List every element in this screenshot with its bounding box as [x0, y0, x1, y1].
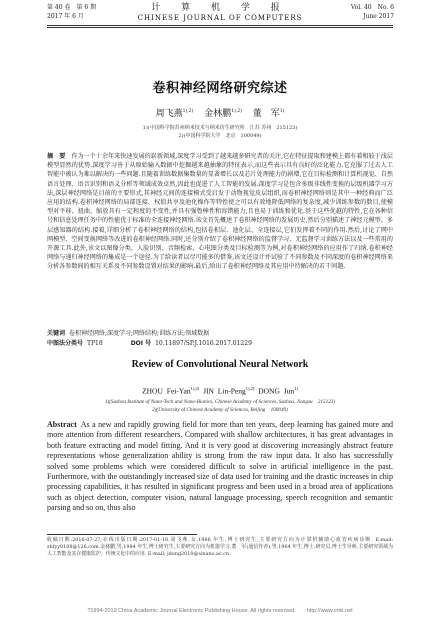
abstract-cn-text: 作为一个十余年来快速发展的崭新领域,深度学习受到了越来越多研究者的关注,它在特征提取和建模上都有着相较于浅层模型显然的优势.深度学习善于从原始输入数据中挖掘越来越抽象的特征表示,而这些表示具有良好的泛化能力.它克服了过去人工智能中被认为难以解决的一些问题.且随着训练数据集数量的显著增长以及芯片处理能力的剧增,它在目标检测和计算机视觉、自然语言处理、语音识别和语义分析等领域成效卓然,因此也促进了人工智能的发展.深度学习是包含多级非线性变换的层级机器学习方法,深层神经网络是目前的主要形式,其神经元间的连接模式受启发于动物视觉皮层组织,而卷积神经网络则是其中一种经典而广泛应用的结构.卷积神经网络的局部连接、权值共享及池化操作等特性使之可以有效地降低网络的复杂度,减少训练参数的数目,使模型对平移、扭曲、缩放具有一定程度的不变性,并具有强鲁棒性和容错能力,且也易于训练和优化.基于这些优越的特性,它在各种信号和信息处理任务中的性能优于标准的全连接神经网络.该文首先概述了卷积神经网络的发展历史,然后分别描述了神经元模型、多层感知器的结构.接着,详细分析了卷积神经网络的结构,包括卷积层、池化层、全连接层,它们发挥着不同的作用.然后,讨论了网中网模型、空间变换网络等改进的卷积神经网络.同时,还分别介绍了卷积神经网络的监督学习、无监督学习训练方法以及一些常用的开源工具.此外,该文以图像分类、人脸识别、音频检索、心电图分类及目标检测等为例,对卷积神经网络的应用作了归纳.卷积神经网络与递归神经网络的集成是一个途径.为了给读者以尽可能多的借鉴,该文还设计并试验了不同参数及不同深度的卷积神经网络来分析各参数间的相互关系及不同参数设置对结果的影响.最后,给出了卷积神经网络及其应用中待解决的若干问题. [47, 153, 394, 271]
paper-title-cn: 卷积神经网络研究综述 [152, 81, 288, 96]
volume-issue-en: Vol. 40 No. 6 [350, 4, 394, 11]
authors-en [0, 386, 440, 396]
author-3-cn: 董 军 [252, 109, 280, 119]
keywords-cn-text: 卷积神经网络;深度学习;网络结构;训练方法;领域数据 [69, 330, 210, 337]
author-3-en-sup: 1) [294, 386, 298, 391]
author-3-cn-sup: 1) [279, 109, 285, 114]
header-right [351, 3, 394, 21]
date-en: June 2017 [363, 13, 394, 20]
abstract-en [47, 420, 393, 514]
header-rule-bottom [47, 27, 393, 28]
header-rule-top [47, 25, 393, 26]
author-1-cn-sup: 1),2) [182, 109, 194, 114]
doi-label: DOI 号 [130, 340, 152, 347]
affiliation-cn-2: 2)(中国科学院大学 北京 100049) [178, 133, 262, 139]
clc-value: TP18 [87, 340, 103, 347]
classification-line [47, 338, 393, 347]
paper-title-en: Review of Convolutional Neural Network [131, 359, 309, 370]
journal-name-cn: 计 算 机 学 报 [151, 3, 289, 13]
author-1-cn: 周飞燕 [155, 109, 183, 119]
affiliation-en-2: 2)(University of Chinese Academy of Sciences, Beijing 100049) [152, 407, 288, 413]
abstract-cn-label: 摘 要 [47, 153, 66, 160]
clc-label: 中图法分类号 [47, 340, 84, 347]
author-3-en: DONG Jun [258, 386, 295, 396]
author-2-en: JIN Lin-Peng [203, 386, 246, 396]
author-1-en-sup: 1),2) [190, 386, 200, 391]
running-header [0, 0, 440, 48]
footnote: 收稿日期:2016-07-27;在线出版日期:2017-01-18.周飞燕,女,1986 年生,博士研究生,主要研究方向为计算机辅助心血管疾病诊断. E-mail: zhfyy0108@126.com.金林鹏,男,1984 年生,博士研究生,主要研究方向为机器学习.董 军(通信作者),男,1964 年生,博士,研究员,博士生导师,主要研究领域为人工智能及其在健康监护、传统文化中的应用. E-mail: jdong2010@sinano.ac.cn. [47, 537, 393, 558]
doi-value: 10.11897/SP.J.1016.2017.01229 [155, 340, 252, 347]
author-2-cn-sup: 1),2) [231, 109, 242, 114]
keywords-cn-label: 关键词 [47, 330, 66, 337]
abstract-en-label: Abstract [47, 420, 77, 429]
authors-cn [0, 106, 440, 119]
abstract-en-text: As a new and rapidly growing field for more than ten years, deep learning has gained more and more attention from different researchers. Compared with shallow architectures, it has great advantages in both feature extracting and model fitting. And it is very good at discovering increasingly abstract feature representations whose generalization ability is strong from the raw input data. It also has successfully solved some problems which were considered difficult to solve in artificial intelligence in the past. Furthermore, with the outstandingly increased size of data used for training and the drastic increases in chip processing capabilities, it has resulted in significant progress and been used in a broad area of applications such as object detection, computer vision, natural language processing, speech recognition and semantic parsing and so on, thus also [47, 420, 393, 513]
abstract-cn [47, 152, 393, 272]
affiliation-en-1: 1)(Suzhou Institute of Nano-Tech and Nano-Bionics, Chinese Academy of Sciences, Suzhou, Jiangsu 215123) [104, 399, 336, 405]
journal-name-en: CHINESE JOURNAL OF COMPUTERS [137, 14, 303, 22]
affiliation-cn-1: 1)(中国科学院苏州纳米技术与纳米仿生研究所 江苏 苏州 215123) [142, 125, 298, 131]
footnote-rule [47, 534, 197, 535]
date-cn: 2017 年 6 月 [47, 13, 84, 20]
keywords-cn [47, 328, 393, 337]
author-2-cn: 金林鹏 [204, 109, 232, 119]
volume-issue-cn: 第 40 卷 第 6 期 [47, 4, 97, 11]
copyright-line: ?1994-2019 China Academic Journal Electronic Publishing House. All rights reserved. http://www.cnki.net [87, 608, 353, 614]
author-2-en-sup: 1),2) [245, 386, 255, 391]
author-1-en: ZHOU Fei-Yan [142, 386, 191, 396]
